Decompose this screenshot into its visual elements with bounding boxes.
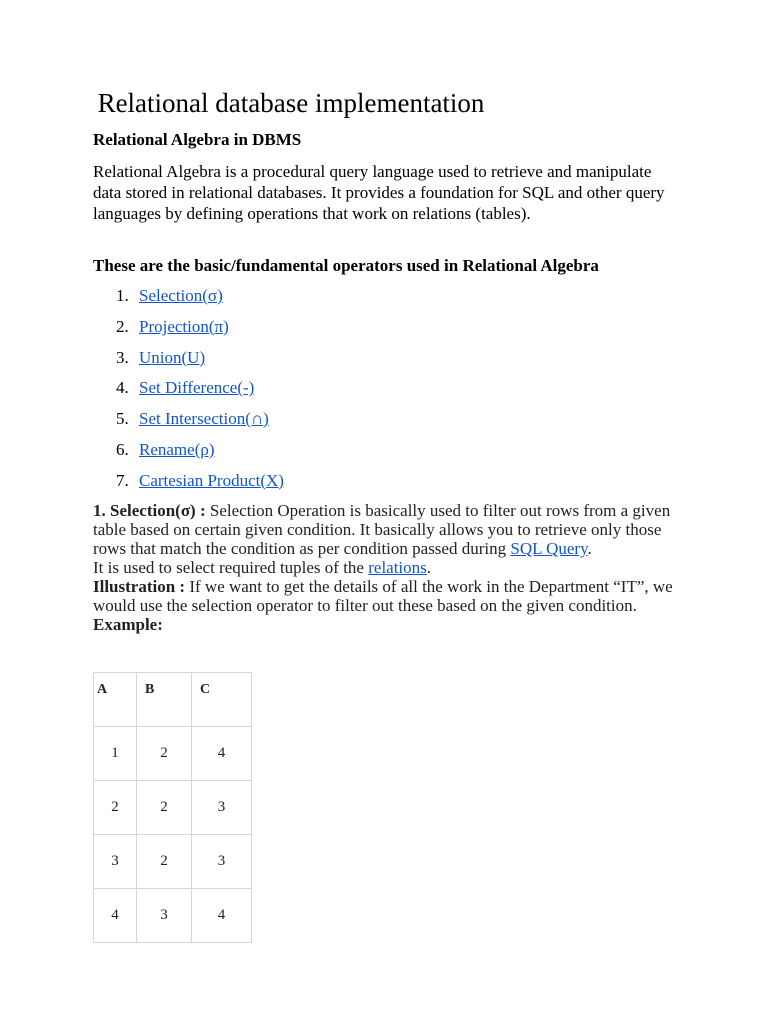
list-number: 4. [116,378,129,398]
table-cell: 1 [94,727,137,781]
list-number: 1. [116,286,129,305]
table-cell: 2 [94,781,137,835]
section-heading: Relational Algebra in DBMS [93,130,302,149]
relations-text: It is used to select required tuples of the [93,558,369,577]
operator-link-selection[interactable]: Selection(σ) [139,286,223,305]
operator-link-set-difference[interactable]: Set Difference(-) [139,378,255,398]
table-row [94,781,252,835]
selection-lead: 1. Selection(σ) : [93,501,206,520]
table-header-cell: C [192,673,252,727]
page-title: Relational database implementation [97,88,485,118]
illustration-lead: Illustration : [93,577,186,596]
operators-heading: These are the basic/fundamental operators used in Relational Algebra [93,256,599,275]
table-row [94,835,252,889]
table-cell: 3 [94,835,137,889]
table-header-cell: A [94,673,137,727]
operator-link-cartesian-product[interactable]: Cartesian Product(X) [139,470,284,490]
list-number: 3. [116,347,129,367]
table-cell: 4 [192,889,252,943]
intro-paragraph: Relational Algebra is a procedural query language used to retrieve and manipulate data stored in relational databases. It provides a foundation for SQL and other query languages by defining operations that work on relations (tables). [93,162,665,223]
table-cell: 2 [137,835,192,889]
illustration-text: If we want to get the details of all the work in the Department “IT”, we would use the selection operator to filter out these based on the given condition. [93,577,673,615]
relations-text-end: . [426,558,432,577]
operator-link-union[interactable]: Union(U) [139,347,206,367]
table-cell: 3 [192,835,252,889]
list-number: 7. [116,470,129,490]
selection-text-end: . [587,539,592,558]
example-label: Example: [93,615,163,634]
table-cell: 2 [137,781,192,835]
list-number: 5. [116,409,129,429]
table-row [94,889,252,943]
selection-section [93,501,678,634]
operator-link-set-intersection[interactable]: Set Intersection(∩) [139,409,269,429]
selection-text: Selection Operation is basically used to filter out rows from a given table based on certain given condition. It basically allows you to retrieve only those rows that match the condition as per condition passed during [93,501,671,558]
relations-link[interactable]: relations [368,558,427,577]
table-row [94,727,252,781]
list-number: 2. [116,316,129,336]
example-table [93,672,252,943]
table-cell: 4 [192,727,252,781]
table-cell: 3 [192,781,252,835]
table-cell: 2 [137,727,192,781]
table-header-cell: B [137,673,192,727]
table-cell: 4 [94,889,137,943]
operator-link-projection[interactable]: Projection(π) [139,316,229,336]
sql-query-link[interactable]: SQL Query [510,539,588,558]
table-cell: 3 [137,889,192,943]
table-header-row [94,673,252,727]
operator-link-rename[interactable]: Rename(ρ) [139,439,215,459]
list-number: 6. [116,439,129,459]
